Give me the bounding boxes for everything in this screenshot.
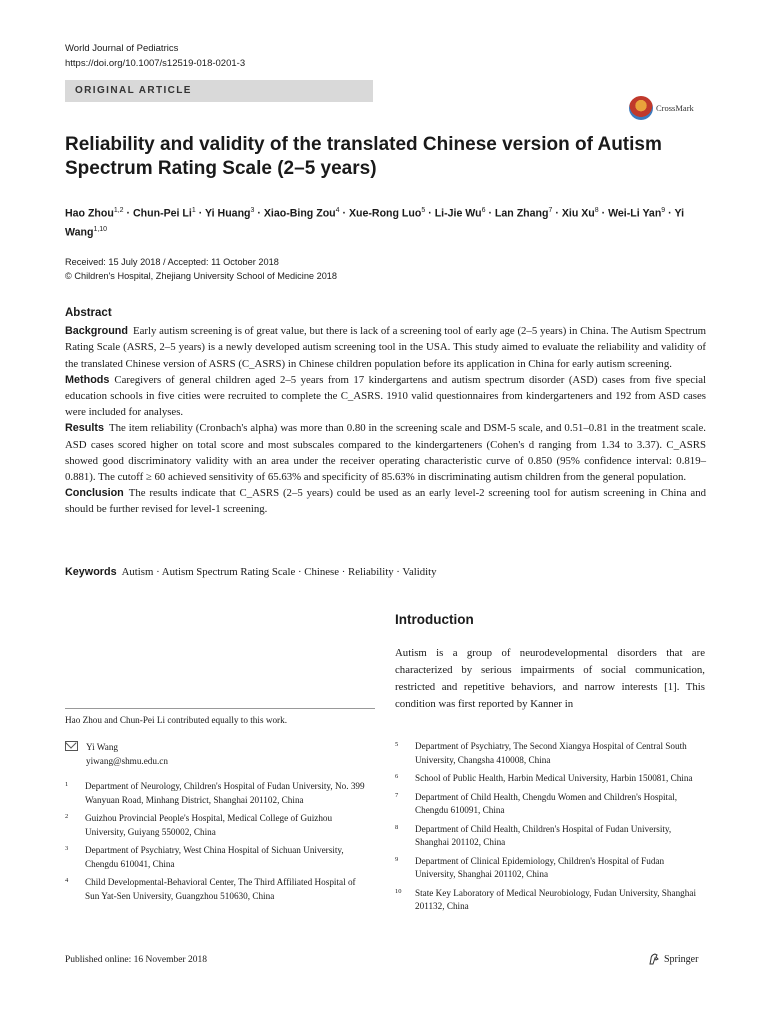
author-name[interactable]: Xiao-Bing Zou [263,207,336,220]
affiliation-number: 2 [65,813,69,820]
envelope-icon [65,741,78,751]
affiliation-text: Department of Psychiatry, The Second Xiangya Hospital of Central South University, Changsha 410008, China [415,741,687,765]
affiliation [65,780,365,807]
affiliation [65,844,365,871]
abstract-conclusion [65,485,706,517]
author-name[interactable]: Li-Jie Wu [434,207,482,220]
affiliations-left [65,780,365,908]
affiliation [65,876,365,903]
author-name[interactable]: Xiu Xu [561,207,595,220]
abstract-heading: Abstract [65,307,112,319]
conclusion-label: Conclusion [65,487,124,500]
affiliation-text: Child Developmental-Behavioral Center, The Third Affiliated Hospital of Sun Yat-Sen University, Guangzhou 510630, China [85,877,356,901]
author-name[interactable]: Yi Wang [65,207,685,239]
publisher-logo [648,953,698,965]
corresponding-author: Yi Wang [86,742,119,752]
author-name[interactable]: Chun-Pei Li [133,207,192,220]
affiliation-number: 6 [395,773,399,780]
springer-horse-icon [648,953,660,965]
author-affiliation-marker: 9 [661,207,666,214]
author-name[interactable]: Hao Zhou [65,207,114,220]
author-name[interactable]: Yi Huang [205,207,251,220]
journal-doi[interactable]: https://doi.org/10.1007/s12519-018-0201-3 [65,58,246,69]
author-affiliation-marker: 1 [191,207,196,214]
article-dates [65,255,337,283]
author-name[interactable]: Xue-Rong Luo [348,207,422,220]
affiliation-number: 5 [395,741,399,748]
affiliation [395,772,705,786]
equal-contribution-note: Hao Zhou and Chun-Pei Li contributed equally to this work. [65,715,287,725]
results-text: The item reliability (Cronbach's alpha) was more than 0.80 in the screening scale and DSM-5 scale, and 0.51–0.81 in the treatment scale. ASD cases scored higher on total score and most subscales compared to the kindergarteners (Cohen's d ranging from 1.34 to 3.37). C_ASRS showed good discriminatory validity with an area under the receiver operating characteristic curve of 0.850 (95% confidence interval: 0.819–0.881). The cutoff ≥ 60 achieved sensitivity of 65.63% and specificity of 85.63% in discriminating autism children from the general population. [65,422,706,484]
corresponding-email[interactable]: yiwang@shmu.edu.cn [86,756,168,766]
affiliation [395,823,705,850]
affiliation-text: Department of Child Health, Children's Hospital of Fudan University, Shanghai 201102, China [415,823,672,847]
abstract [65,305,706,518]
introduction-heading: Introduction [395,612,474,627]
article-type-banner: ORIGINAL ARTICLE [65,80,373,102]
affiliation-text: Department of Neurology, Children's Hospital of Fudan University, No. 399 Wanyuan Road, Minhang District, Shanghai 201102, China [85,781,365,805]
affiliation-text: State Key Laboratory of Medical Neurobiology, Fudan University, Shanghai 201132, China [415,887,697,911]
background-label: Background [65,325,128,338]
author-affiliation-marker: 5 [421,207,426,214]
author-list: Hao Zhou$^{1,2}$ · Chun-Pei $Li^1 \cdot Yi$ Huang$^3$ · Xiao-Bing Zou$^4$ · Xue-Rong Luo$^5$ · Li-Jie $Wu^6$ · Lan Zhang$^7$ · Xiu $Xu^8 \cdot Wei-Li$ Yan$^9$ · Yi Wang$^{1,10}$ [65,207,685,239]
author-affiliation-marker: 1,10 [93,225,108,233]
author-affiliation-marker: 3 [250,207,255,214]
footnote-divider [65,708,375,709]
affiliation-text: School of Public Health, Harbin Medical University, Harbin 150081, China [415,773,693,783]
methods-label: Methods [65,373,110,386]
affiliation [395,791,705,818]
keywords [65,566,437,578]
correspondence [65,740,168,768]
abstract-methods [65,372,706,421]
author-affiliation-marker: 7 [548,207,553,214]
published-online: Published online: 16 November 2018 [65,955,207,965]
received-accepted: Received: 15 July 2018 / Accepted: 11 October 2018 [65,257,279,267]
affiliation-number: 1 [65,781,69,788]
affiliation-number: 7 [395,791,399,799]
crossmark-badge[interactable] [629,93,705,123]
affiliation-number: 4 [65,877,69,884]
author-affiliation-marker: 6 [481,207,486,214]
affiliation [395,740,705,767]
affiliation [395,855,705,882]
background-text: Early autism screening is of great value, but there is lack of a screening tool of early age (2–5 years) in China. The Autism Spectrum Rating Scale (ASRS, 2–5 years) is a newly developed autism screening tool in the USA. This study aimed to evaluate the reliability and validity of the translated Chinese version of ASRS (C_ASRS) in Chinese children population before its application in China for early autism screening. [65,325,706,370]
methods-text: Caregivers of general children aged 2–5 years from 17 kindergartens and autism spectrum disorder (ASD) cases from five special education schools in five cities were recruited to complete the C_ASRS. 1910 valid questionnaires from kindergarteners and 192 from ASD cases were included for analyses. [65,373,706,419]
affiliation-number: 10 [395,887,402,895]
author-affiliation-marker: 8 [594,207,599,214]
affiliation-number: 8 [395,823,399,831]
affiliation-text: Department of Clinical Epidemiology, Children's Hospital of Fudan University, Shanghai 201102, China [415,855,665,879]
affiliation-text: Department of Psychiatry, West China Hospital of Sichuan University, Chengdu 610041, China [85,845,344,869]
affiliation-text: Guizhou Provincial People's Hospital, Medical College of Guizhou University, Guiyang 550002, China [85,813,333,837]
crossmark-icon [629,96,653,120]
affiliations-right [395,740,705,919]
affiliation-number: 3 [65,845,69,852]
affiliation-text: Department of Child Health, Chengdu Women and Children's Hospital, Chengdu 610091, China [415,791,678,815]
introduction-text: Autism is a group of neurodevelopmental disorders that are characterized by serious impairments of social communication, restricted and repetitive behaviors, and narrow interests [1]. This condition was first reported by Kanner in [395,647,705,710]
affiliation [65,812,365,839]
results-label: Results [65,422,105,435]
affiliation-number: 9 [395,855,399,863]
journal-header [65,41,245,71]
author-affiliation-marker: 1,2 [113,207,124,214]
keywords-text: Autism · Autism Spectrum Rating Scale · Chinese · Reliability · Validity [121,566,437,578]
abstract-background [65,323,706,372]
journal-name: World Journal of Pediatrics [65,43,179,54]
conclusion-text: The results indicate that C_ASRS (2–5 years) could be used as an early level-2 screening tool for autism screening in China and should be further revised for level-1 screening. [65,487,706,516]
author-name[interactable]: Wei-Li Yan [608,207,662,220]
copyright: © Children's Hospital, Zhejiang University School of Medicine 2018 [65,271,338,281]
abstract-results [65,420,706,485]
keywords-label: Keywords [65,566,117,578]
publisher-name: Springer [664,953,699,965]
author-affiliation-marker: 4 [335,207,340,214]
author-name[interactable]: Lan Zhang [494,207,549,220]
crossmark-label: CrossMark [656,103,694,113]
affiliation [395,887,705,914]
article-title: Reliability and validity of the translated Chinese version of Autism Spectrum Rating Scale (2–5 years) [65,134,662,179]
